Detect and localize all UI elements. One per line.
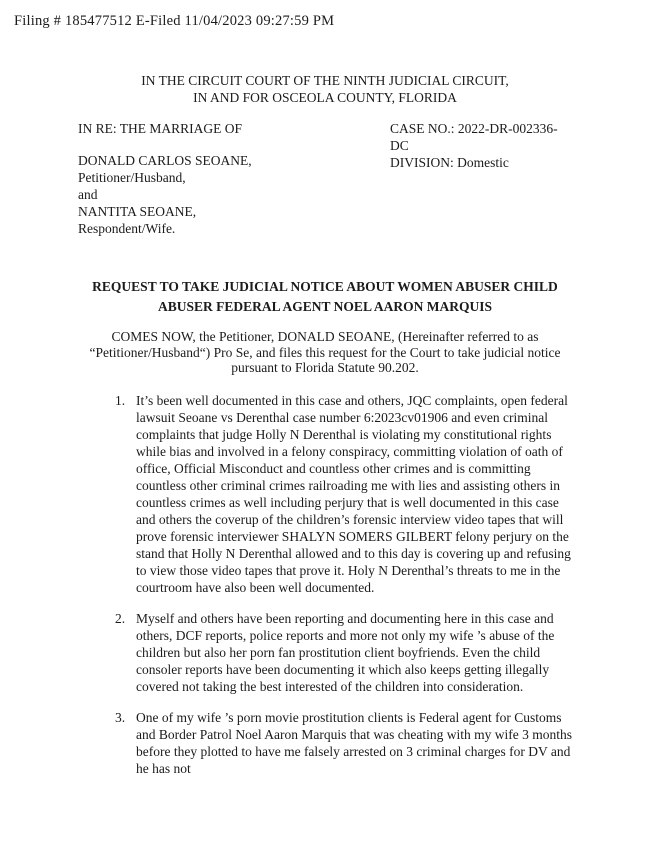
and-connector: and — [78, 187, 98, 202]
list-item-3 — [115, 709, 574, 777]
court-header — [0, 72, 650, 106]
list-item-2 — [115, 610, 574, 695]
court-header-line-1: IN THE CIRCUIT COURT OF THE NINTH JUDICIAL CIRCUIT, — [141, 73, 509, 88]
list-item-1-number: 1. — [115, 392, 126, 408]
list-item-1 — [115, 392, 574, 596]
efiling-stamp: Filing # 185477512 E-Filed 11/04/2023 09:27:59 PM — [14, 13, 335, 29]
case-caption — [78, 120, 575, 237]
list-item-3-text: One of my wife ’s porn movie prostitution clients is Federal agent for Customs and Border Patrol Noel Aaron Marquis that was cheating with my wife 3 months before they plotted to have me falsely arrested on 3 criminal charges for DV and he has not — [136, 709, 573, 776]
list-item-2-text: Myself and others have been reporting and documenting here in this case and others, DCF reports, police reports and more not only my wife ’s abuse of the children but also her porn fan prostitution client boyfriends. Even the child consoler reports have been documenting it which also keeps getting illegally covered not taking the best interested of the children into consideration. — [136, 610, 555, 694]
caption-spacer — [78, 137, 390, 152]
caption-parties — [78, 120, 390, 237]
intro-paragraph: COMES NOW, the Petitioner, DONALD SEOANE, (Hereinafter referred to as “Petitioner/Husband“) Pro Se, and files this request for the Court to take judicial notice pursuant to Florida Statute 90.202. — [89, 329, 561, 375]
petitioner-name: DONALD CARLOS SEOANE, — [78, 153, 252, 168]
in-re-line: IN RE: THE MARRIAGE OF — [78, 121, 243, 136]
numbered-list — [115, 392, 574, 777]
document-title: REQUEST TO TAKE JUDICIAL NOTICE ABOUT WOMEN ABUSER CHILD ABUSER FEDERAL AGENT NOEL AARON MARQUIS — [92, 279, 558, 314]
petitioner-role: Petitioner/Husband, — [78, 170, 186, 185]
list-item-3-number: 3. — [115, 709, 126, 725]
caption-case-info — [390, 120, 575, 237]
respondent-role: Respondent/Wife. — [78, 221, 176, 236]
case-number-line: CASE NO.: 2022-DR-002336-DC — [390, 121, 558, 153]
respondent-name: NANTITA SEOANE, — [78, 204, 197, 219]
list-item-1-text: It’s been well documented in this case and others, JQC complaints, open federal lawsuit Seoane vs Derenthal case number 6:2023cv01906 and even criminal complaints that judge Holly N Derenthal is violating my constitutional rights while bias and involved in a felony conspiracy, committing violation of oath of office, Official Misconduct and countless other crimes and is committing countless other criminal crimes railroading me with lies and assisting others in countless crimes as well including perjury that is well documented in this case and others the coverup of the children’s forensic interview video tapes that will prove forensic interviewer SHALYN SOMERS GILBERT felony perjury on the stand that Holly N Derenthal allowed and to this day is covering up and refusing to view those video tapes that prove it. Holy N Derenthal’s threats to me in the courtroom have also been well documented. — [136, 392, 571, 595]
court-header-line-2: IN AND FOR OSCEOLA COUNTY, FLORIDA — [193, 90, 457, 105]
list-item-2-number: 2. — [115, 610, 126, 626]
division-line: DIVISION: Domestic — [390, 155, 509, 170]
